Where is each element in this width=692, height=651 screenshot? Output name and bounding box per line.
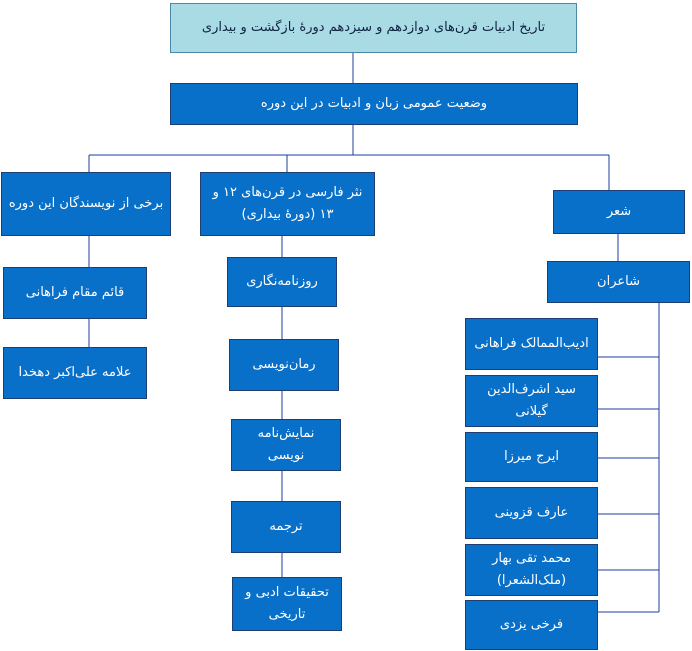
- poet-label-2: سید اشرف‌الدین گیلانی: [487, 382, 576, 419]
- diagram-title: تاریخ ادبیات قرن‌های دوازدهم و سیزدهم دورهٔ بازگشت و بیداری: [201, 20, 546, 35]
- poet-label-3: ایرج میرزا: [504, 449, 559, 464]
- prose-box-4: [231, 501, 341, 553]
- writer-label-1: قائم مقام فراهانی: [25, 285, 125, 300]
- writer-box-1: [3, 267, 147, 319]
- prose-box-5: [232, 577, 342, 631]
- poets-label: شاعران: [597, 274, 640, 289]
- general-status-label: وضعیت عمومی زبان و ادبیات در این دوره: [260, 96, 488, 111]
- poet-box-3: [465, 432, 598, 482]
- poet-label-6: فرخی یزدی: [499, 617, 564, 632]
- writer-box-2: [3, 347, 147, 399]
- writers-branch-box: [1, 172, 171, 236]
- prose-box-3: [231, 419, 341, 471]
- prose-label-5: تحقیقات ادبی و تاریخی: [245, 585, 329, 622]
- prose-box-1: [227, 257, 337, 307]
- writer-label-2: علامه علی‌اکبر دهخدا: [18, 365, 132, 380]
- poet-label-1: ادیب‌الممالک فراهانی: [474, 336, 589, 351]
- poet-box-1: [465, 318, 598, 370]
- prose-branch-box: [200, 172, 375, 236]
- writers-branch-label: برخی از نویسندگان این دوره: [8, 196, 164, 211]
- poet-box-5: [465, 544, 598, 596]
- diagram-title-box: [170, 3, 577, 53]
- general-status-box: [170, 83, 578, 125]
- prose-label-4: ترجمه: [269, 519, 303, 534]
- poet-box-4: [465, 487, 598, 539]
- poet-box-6: [465, 600, 598, 650]
- poet-box-2: [465, 375, 598, 427]
- poet-label-4: عارف قزوینی: [494, 505, 569, 520]
- prose-branch-label: نثر فارسی در قرن‌های ۱۲ و ۱۳ (دورهٔ بیداری): [212, 185, 363, 222]
- prose-label-3: نمایش‌نامه نویسی: [257, 426, 315, 463]
- prose-label-1: روزنامه‌نگاری: [246, 274, 318, 289]
- poet-label-5: محمد تقی بهار (ملک‌الشعرا): [492, 551, 571, 588]
- prose-box-2: [229, 339, 339, 391]
- poets-box: [547, 261, 690, 303]
- poetry-branch-box: [553, 190, 685, 234]
- prose-label-2: رمان‌نویسی: [252, 357, 316, 372]
- poetry-branch-label: شعر: [606, 204, 632, 219]
